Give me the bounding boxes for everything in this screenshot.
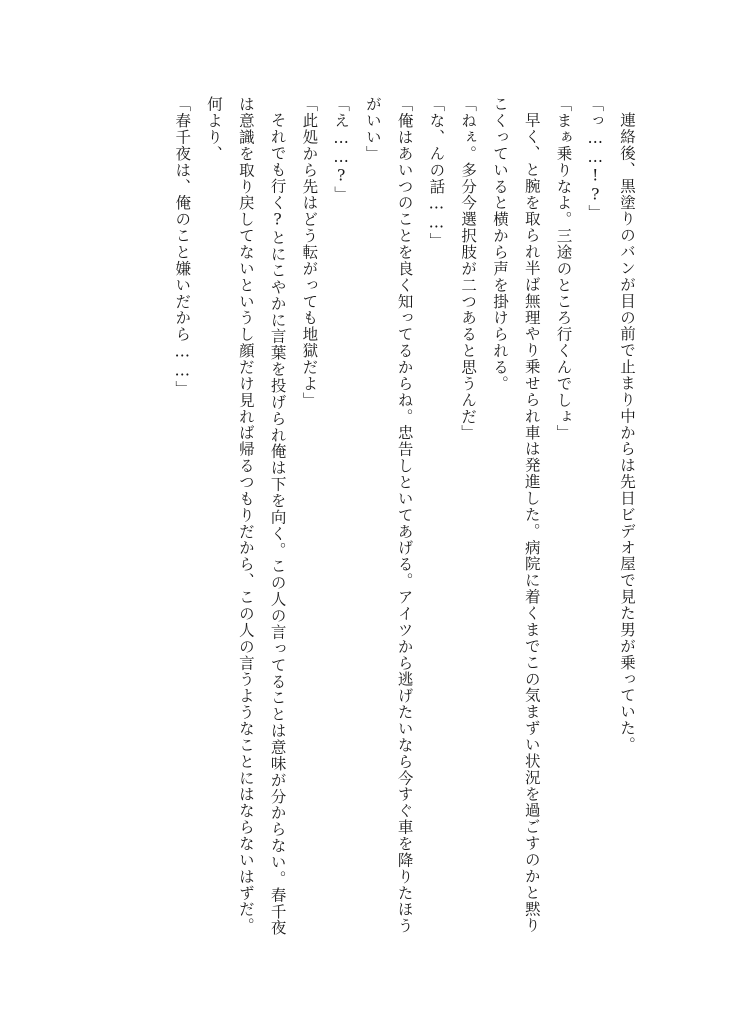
paragraph: 「な、んの話……」 — [427, 96, 446, 249]
paragraph: 早く、と腕を取られ半ば無理やり乗せられ車は発進した。病院に着くまでこの気まずい状況を過ごすのかと黙りこくっていると横から声を掛けられる。 — [490, 96, 541, 933]
paragraph: 「ねぇ。多分今選択肢が二つあると思うんだ」 — [459, 96, 478, 442]
paragraph: 「俺はあいつのことを良く知ってるからね。忠告しといてあげる。アイツから逃げたいなら今すぐ車を降りたほうがいい」 — [363, 96, 414, 934]
paragraph: 「春千夜は、俺のこと嫌いだから……」 — [173, 96, 192, 397]
paragraph: 「まぁ乗りなよ。三途のところ行くんでしょ」 — [554, 96, 573, 442]
novel-text-body — [96, 96, 642, 944]
paragraph: 「っ……!?」 — [586, 96, 605, 222]
paragraph: 「此処から先はどう転がっても地獄だよ」 — [300, 96, 319, 409]
paragraph: 連絡後、黒塗りのバンが目の前で止まり中からは先日ビデオ屋で見た男が乗っていた。 — [618, 111, 636, 753]
paragraph: 「え……?」 — [332, 96, 351, 203]
paragraph: それでも行く?とにこやかに言葉を投げられ俺は下を向く。この人の言ってることは意味が分からない。春千夜は意識を取り戻してないというし顔だけ見れば帰るつもりだから、この人の言うようなことにはならないはずだ。何より、 — [205, 96, 287, 936]
